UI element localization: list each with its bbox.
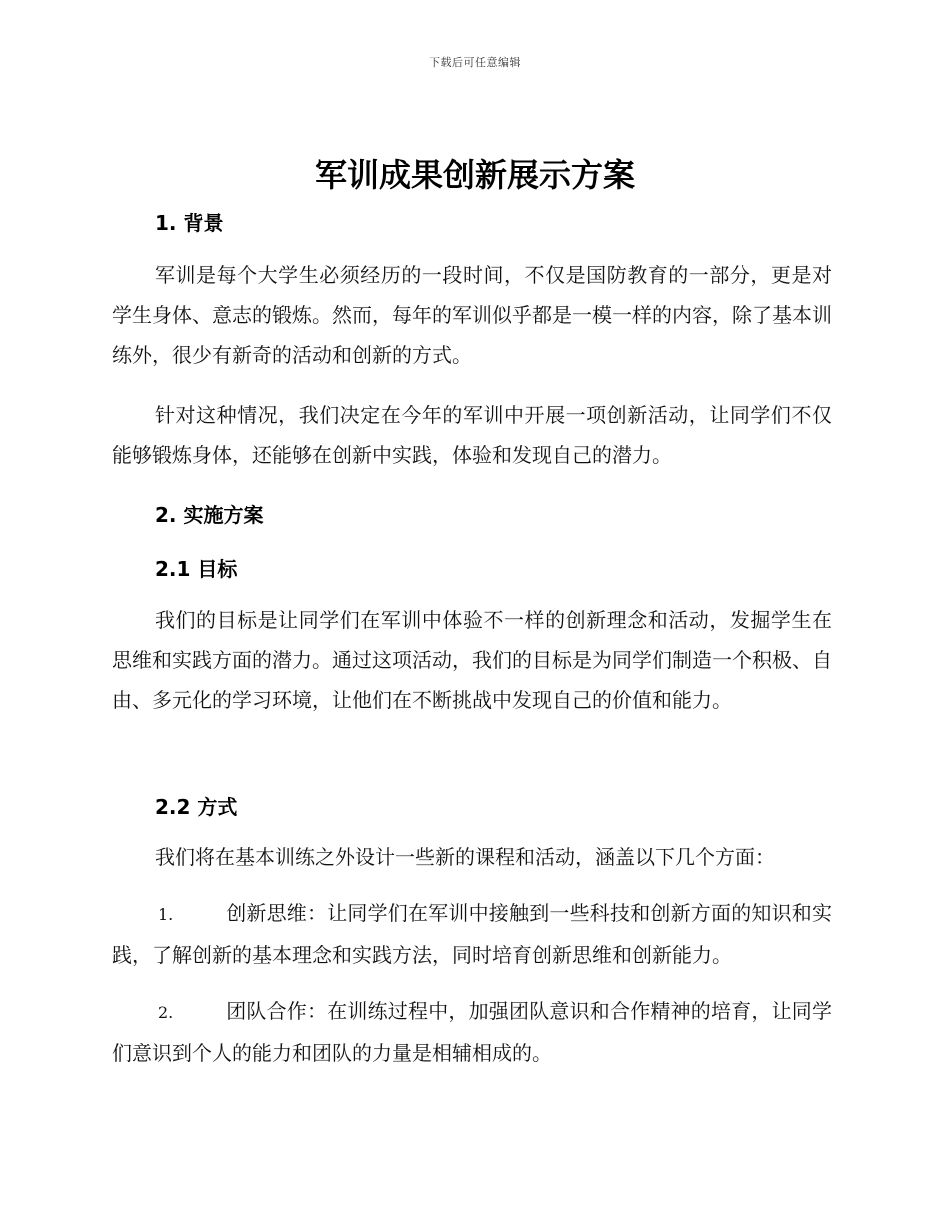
section-heading-background: 1. 背景 bbox=[155, 211, 224, 235]
page-title: 军训成果创新展示方案 bbox=[314, 156, 635, 194]
list-item-number: 1. bbox=[158, 905, 174, 924]
goal-paragraph: 我们的目标是让同学们在军训中体验不一样的创新理念和活动，发掘学生在思维和实践方面的潜力。通过这项活动，我们的目标是为同学们制造一个积极、自由、多元化的学习环境，让他们在不断挑战中发现自己的价值和能力。 bbox=[112, 608, 832, 712]
background-paragraph-2: 针对这种情况，我们决定在今年的军训中开展一项创新活动，让同学们不仅能够锻炼身体，还能够在创新中实践，体验和发现自己的潜力。 bbox=[112, 403, 832, 467]
list-item-text: 创新思维：让同学们在军训中接触到一些科技和创新方面的知识和实践，了解创新的基本理念和实践方法，同时培育创新思维和创新能力。 bbox=[112, 901, 832, 967]
subsection-heading-goal: 2.1 目标 bbox=[155, 557, 238, 581]
section-heading-plan: 2. 实施方案 bbox=[155, 503, 264, 527]
list-item-text: 团队合作：在训练过程中，加强团队意识和合作精神的培育，让同学们意识到个人的能力和团队的力量是相辅相成的。 bbox=[112, 999, 832, 1065]
list-item bbox=[112, 991, 832, 1073]
list-item bbox=[112, 893, 832, 975]
method-paragraph: 我们将在基本训练之外设计一些新的课程和活动，涵盖以下几个方面： bbox=[155, 845, 775, 869]
list-item-number: 2. bbox=[158, 1003, 174, 1022]
background-paragraph-1: 军训是每个大学生必须经历的一段时间，不仅是国防教育的一部分，更是对学生身体、意志的锻炼。然而，每年的军训似乎都是一模一样的内容，除了基本训练外，很少有新奇的活动和创新的方式。 bbox=[112, 263, 832, 367]
header-note: 下载后可任意编辑 bbox=[429, 56, 521, 69]
subsection-heading-method: 2.2 方式 bbox=[155, 795, 238, 819]
